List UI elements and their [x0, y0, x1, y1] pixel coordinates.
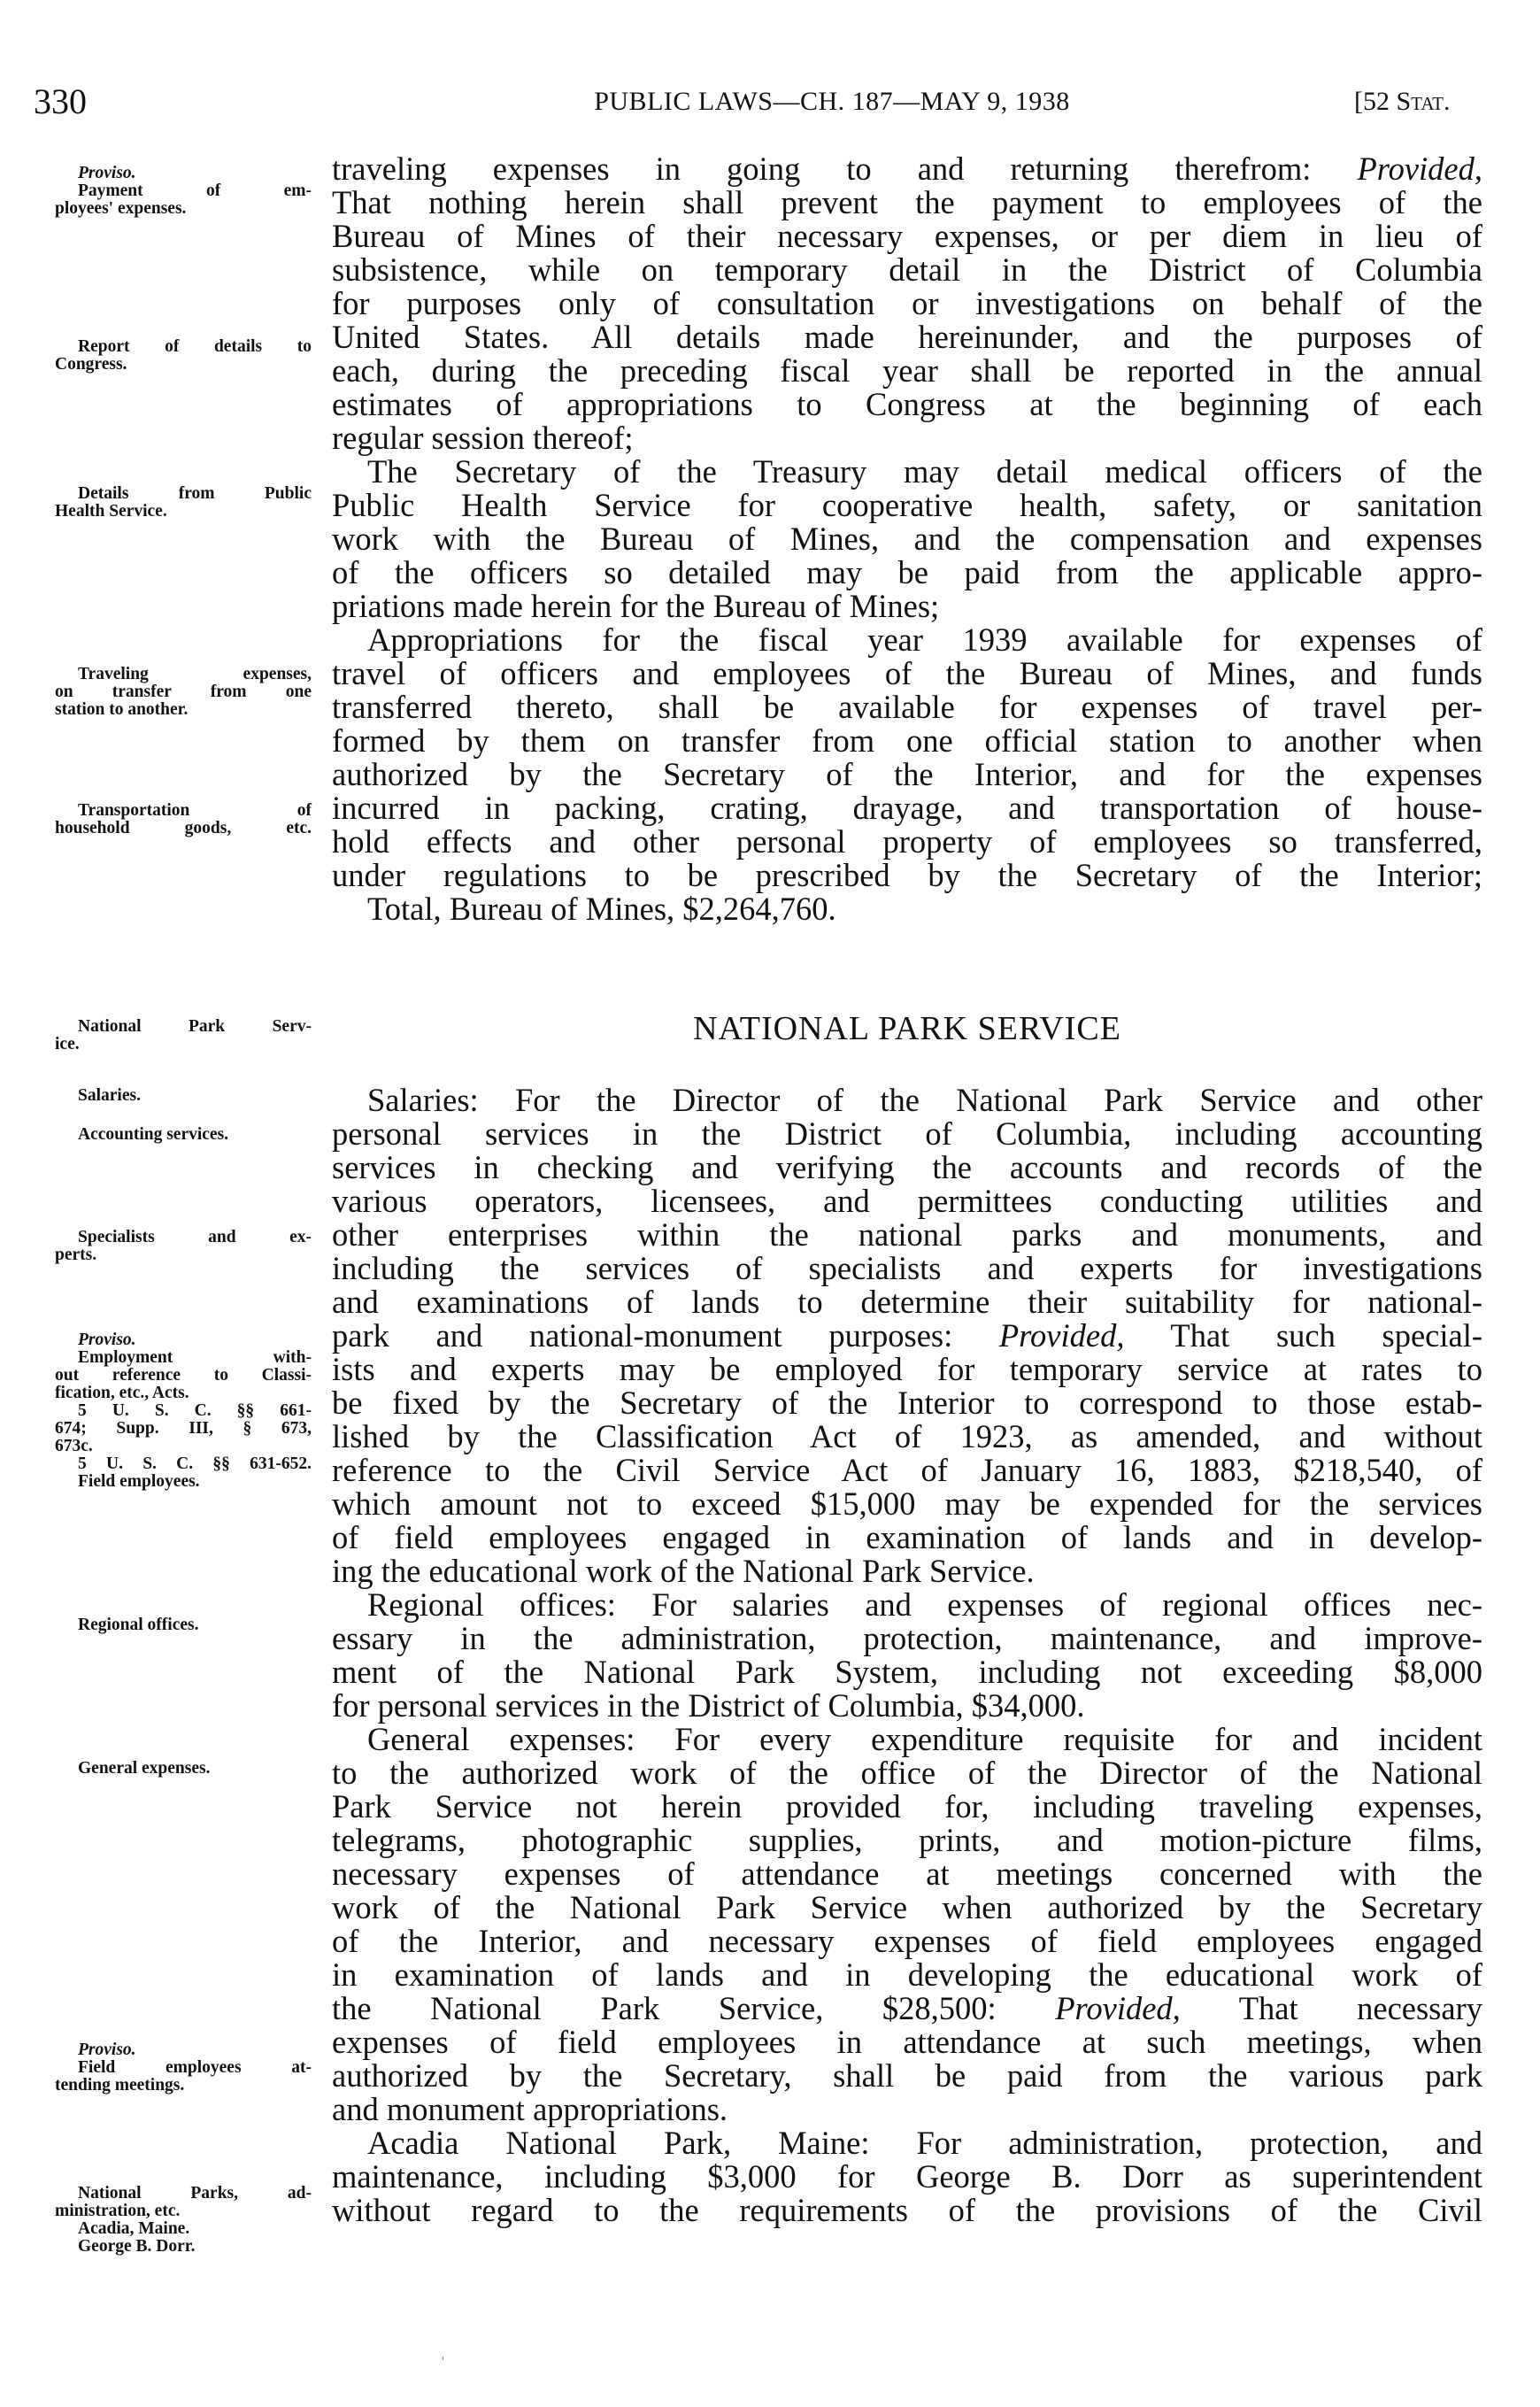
margin-note-line: Accounting services.	[78, 1125, 229, 1144]
margin-note	[55, 666, 312, 719]
body-line-text: priations made herein for the Bureau of Mines;	[332, 588, 940, 624]
body-line	[332, 320, 1482, 354]
margin-note-line: Salaries.	[78, 1086, 141, 1105]
body-line	[332, 825, 1482, 859]
body-line	[332, 1084, 1482, 1117]
body-line-text: of field employees engaged in examination of lands and in develop-	[332, 1519, 1482, 1555]
body-line-text: United States. All details made hereinunder, and the purposes of	[332, 319, 1482, 355]
margin-note-line: Specialists and ex-	[78, 1228, 312, 1246]
margin-note	[55, 2041, 312, 2095]
body-line	[332, 1454, 1482, 1487]
body-line-text: subsistence, while on temporary detail in the District of Columbia	[332, 251, 1482, 288]
margin-note-line: station to another.	[55, 700, 189, 719]
body-line-text: other enterprises within the national parks and monuments, and	[332, 1216, 1482, 1253]
body-line-text: Bureau of Mines of their necessary expenses, or per diem in lieu of	[332, 218, 1482, 254]
margin-note-line: household goods, etc.	[55, 819, 312, 837]
margin-note-line: National Park Serv-	[78, 1017, 312, 1036]
margin-note	[55, 338, 312, 374]
body-line	[332, 388, 1482, 421]
body-line-text: telegrams, photographic supplies, prints, and motion-picture films,	[332, 1822, 1482, 1858]
body-line	[332, 1925, 1482, 1958]
body-line	[332, 1151, 1482, 1184]
body-line-text: estimates of appropriations to Congress at the beginning of each	[332, 386, 1482, 422]
body-line-text: of the officers so detailed may be paid from the applicable appro-	[332, 554, 1482, 590]
margin-note-line: Congress.	[55, 355, 127, 374]
margin-note-line: 674; Supp. III, § 673,	[55, 1419, 312, 1438]
margin-note-line: 5 U. S. C. §§ 661-	[78, 1401, 312, 1420]
body-line-text: for purposes only of consultation or investigations on behalf of the	[332, 285, 1482, 321]
body-line	[332, 2093, 1482, 2126]
body-line-text: Park Service not herein provided for, including traveling expenses,	[332, 1788, 1482, 1825]
margin-note-line: Employment with-	[78, 1348, 312, 1367]
body-line	[332, 724, 1482, 758]
body-line-text: General expenses: For every expenditure requisite for and incident	[367, 1721, 1482, 1757]
body-line-text: incurred in packing, crating, drayage, and transportation of house-	[332, 790, 1482, 826]
body-line-text: essary in the administration, protection, maintenance, and improve-	[332, 1620, 1482, 1656]
margin-note-line: out reference to Classi-	[55, 1366, 312, 1385]
body-line-text: including the services of specialists and experts for investigations	[332, 1250, 1482, 1286]
margin-note	[55, 485, 312, 521]
body-line	[332, 1252, 1482, 1285]
body-line	[332, 522, 1482, 556]
body-line	[332, 1420, 1482, 1454]
body-line	[332, 2126, 1482, 2160]
margin-note	[55, 2185, 312, 2256]
margin-note-line: Details from Public	[78, 484, 312, 503]
margin-note-line: Health Service.	[55, 502, 167, 521]
margin-note-line: Regional offices.	[78, 1616, 199, 1634]
body-line-text: Total, Bureau of Mines, $2,264,760.	[367, 891, 836, 927]
body-line-tail: That necessary	[1180, 1990, 1482, 2026]
body-line-text: maintenance, including $3,000 for George B. Dorr as superintendent	[332, 2158, 1482, 2195]
margin-note-line: ministration, etc.	[55, 2202, 181, 2220]
body-line-text: and monument appropriations.	[332, 2091, 728, 2127]
margin-note-line: Field employees at-	[78, 2058, 312, 2077]
body-line-text: lished by the Classification Act of 1923, as amended, and without	[332, 1418, 1482, 1454]
body-line-text: transferred thereto, shall be available for expenses of travel per-	[332, 689, 1482, 725]
body-line	[332, 1487, 1482, 1521]
body-line	[332, 253, 1482, 287]
body-line-text: Public Health Service for cooperative health, safety, or sanitation	[332, 487, 1482, 523]
margin-note-line: 5 U. S. C. §§ 631-652.	[78, 1454, 312, 1473]
body-line	[332, 1958, 1482, 1992]
body-line-text: Appropriations for the fiscal year 1939 available for expenses of	[367, 621, 1482, 658]
body-line-text: various operators, licensees, and permittees conducting utilities and	[332, 1183, 1482, 1219]
margin-note-line: Proviso.	[78, 164, 136, 182]
margin-note	[55, 1126, 312, 1144]
body-line-text: expenses of field employees in attendance at such meetings, when	[332, 2024, 1482, 2060]
body-line	[332, 1824, 1482, 1857]
body-line-text: Salaries: For the Director of the National Park Service and other	[367, 1082, 1482, 1118]
body-line-text: the National Park Service, $28,500:	[332, 1990, 1056, 2026]
body-line	[332, 152, 1482, 186]
body-line-text: work with the Bureau of Mines, and the compensation and expenses	[332, 521, 1482, 557]
body-line	[332, 1285, 1482, 1319]
margin-note-line: Payment of em-	[78, 181, 312, 200]
proviso-italic: Provided,	[1055, 1990, 1181, 2026]
statute-citation	[1354, 81, 1451, 122]
body-line-text: services in checking and verifying the accounts and records of the	[332, 1149, 1482, 1185]
body-line	[332, 657, 1482, 690]
margin-note	[55, 802, 312, 837]
body-line	[332, 2160, 1482, 2194]
body-line	[332, 1386, 1482, 1420]
body-line-text: traveling expenses in going to and returning therefrom:	[332, 150, 1358, 187]
citation-volume: [52	[1354, 87, 1397, 116]
margin-note-line: tending meetings.	[55, 2076, 185, 2095]
body-line	[332, 1353, 1482, 1386]
body-line	[332, 590, 1482, 623]
margin-note-line: National Parks, ad-	[78, 2184, 312, 2203]
margin-note-line: perts.	[55, 1246, 97, 1264]
body-line	[332, 556, 1482, 590]
margin-note-line: Proviso.	[78, 2041, 136, 2059]
body-line-text: travel of officers and employees of the Bureau of Mines, and funds	[332, 655, 1482, 691]
body-line	[332, 354, 1482, 388]
body-line	[332, 892, 1482, 926]
page-number: 330	[34, 81, 87, 121]
body-line-text: work of the National Park Service when authorized by the Secretary	[332, 1889, 1482, 1925]
body-line-text: for personal services in the District of Columbia, $34,000.	[332, 1687, 1085, 1724]
margin-note-line: 673c.	[55, 1437, 93, 1455]
body-line-text: ists and experts may be employed for temporary service at rates to	[332, 1351, 1482, 1387]
body-line-text: be fixed by the Secretary of the Interior to correspond to those estab-	[332, 1385, 1482, 1421]
citation-stat: Stat.	[1396, 87, 1451, 116]
body-line-tail: That such special-	[1124, 1317, 1483, 1354]
body-line	[332, 220, 1482, 253]
body-line	[332, 1723, 1482, 1756]
body-line	[332, 2059, 1482, 2093]
body-line-text: reference to the Civil Service Act of January 16, 1883, $218,540, of	[332, 1452, 1482, 1488]
body-line-text: necessary expenses of attendance at meetings concerned with the	[332, 1855, 1482, 1892]
body-line	[332, 1756, 1482, 1790]
margin-note-line: George B. Dorr.	[78, 2237, 196, 2256]
running-head-title: PUBLIC LAWS—CH. 187—MAY 9, 1938	[594, 87, 1070, 116]
proviso-italic: Provided,	[1357, 150, 1482, 187]
body-line	[332, 1184, 1482, 1218]
body-line	[332, 489, 1482, 522]
margin-note	[55, 1018, 312, 1053]
body-line-text: Regional offices: For salaries and expenses of regional offices nec-	[367, 1586, 1482, 1623]
body-line-text: to the authorized work of the office of the Director of the National	[332, 1755, 1482, 1791]
body-line	[332, 1319, 1482, 1353]
body-line	[332, 1891, 1482, 1925]
body-line-text: which amount not to exceed $15,000 may be expended for the services	[332, 1485, 1482, 1522]
body-line-text: of the Interior, and necessary expenses of field employees engaged	[332, 1923, 1482, 1959]
margin-note-line: Field employees.	[78, 1472, 200, 1491]
body-line	[332, 1555, 1482, 1588]
body-line	[332, 1521, 1482, 1555]
margin-note-line: on transfer from one	[55, 683, 312, 701]
body-line	[332, 623, 1482, 657]
margin-note-line: Report of details to	[78, 337, 312, 356]
body-line	[332, 1992, 1482, 2025]
body-line-text: formed by them on transfer from one official station to another when	[332, 722, 1482, 759]
body-line	[332, 1218, 1482, 1252]
body-line-text: and examinations of lands to determine their suitability for national-	[332, 1284, 1482, 1320]
margin-note	[55, 1616, 312, 1634]
margin-note-line: Transportation of	[78, 801, 312, 820]
body-line	[332, 287, 1482, 320]
margin-note	[55, 1229, 312, 1264]
body-line-text: That nothing herein shall prevent the payment to employees of the	[332, 184, 1482, 220]
body-line-text: Acadia National Park, Maine: For administration, protection, and	[367, 2125, 1482, 2161]
body-line-text: without regard to the requirements of the provisions of the Civil	[332, 2192, 1482, 2228]
body-line	[332, 859, 1482, 892]
margin-note-line: ice.	[55, 1035, 80, 1053]
body-line-text: ment of the National Park System, including not exceeding $8,000	[332, 1654, 1482, 1690]
margin-note-line: Acadia, Maine.	[78, 2219, 190, 2238]
body-line-text: ing the educational work of the National Park Service.	[332, 1553, 1035, 1589]
body-line-text: personal services in the District of Columbia, including accounting	[332, 1115, 1482, 1152]
margin-note	[55, 1087, 312, 1105]
body-line	[332, 758, 1482, 791]
body-line-text: The Secretary of the Treasury may detail medical officers of the	[367, 453, 1482, 490]
body-line	[332, 2194, 1482, 2227]
body-line-text: park and national-monument purposes:	[332, 1317, 999, 1354]
body-line-text: regular session thereof;	[332, 420, 634, 456]
margin-note-line: Traveling expenses,	[78, 665, 312, 683]
body-line	[332, 1588, 1482, 1622]
body-line	[332, 1655, 1482, 1689]
body-line	[332, 186, 1482, 220]
body-line	[332, 791, 1482, 825]
body-line	[332, 1790, 1482, 1824]
body-line-text: in examination of lands and in developing the educational work of	[332, 1956, 1482, 1993]
margin-note-line: General expenses.	[78, 1759, 211, 1778]
body-line	[332, 690, 1482, 724]
proviso-italic: Provided,	[998, 1317, 1125, 1354]
margin-note	[55, 1331, 312, 1491]
section-heading: NATIONAL PARK SERVICE	[693, 1010, 1121, 1047]
margin-note	[55, 165, 312, 218]
margin-note-line: Proviso.	[78, 1331, 136, 1349]
body-line	[332, 455, 1482, 489]
body-line	[332, 1857, 1482, 1891]
margin-note	[55, 1760, 312, 1778]
body-line-text: authorized by the Secretary of the Interior, and for the expenses	[332, 756, 1482, 792]
body-line	[332, 2025, 1482, 2059]
body-line-text: under regulations to be prescribed by the Secretary of the Interior;	[332, 857, 1482, 893]
body-line-text: authorized by the Secretary, shall be paid from the various park	[332, 2057, 1482, 2094]
body-line-text: each, during the preceding fiscal year shall be reported in the annual	[332, 352, 1482, 389]
margin-note-line: ployees' expenses.	[55, 199, 187, 218]
body-line	[332, 1622, 1482, 1655]
body-line	[332, 1689, 1482, 1723]
margin-note-line: fication, etc., Acts.	[55, 1384, 189, 1402]
body-line	[332, 1117, 1482, 1151]
body-line	[332, 421, 1482, 455]
body-line-text: hold effects and other personal property of employees so transferred,	[332, 823, 1482, 860]
